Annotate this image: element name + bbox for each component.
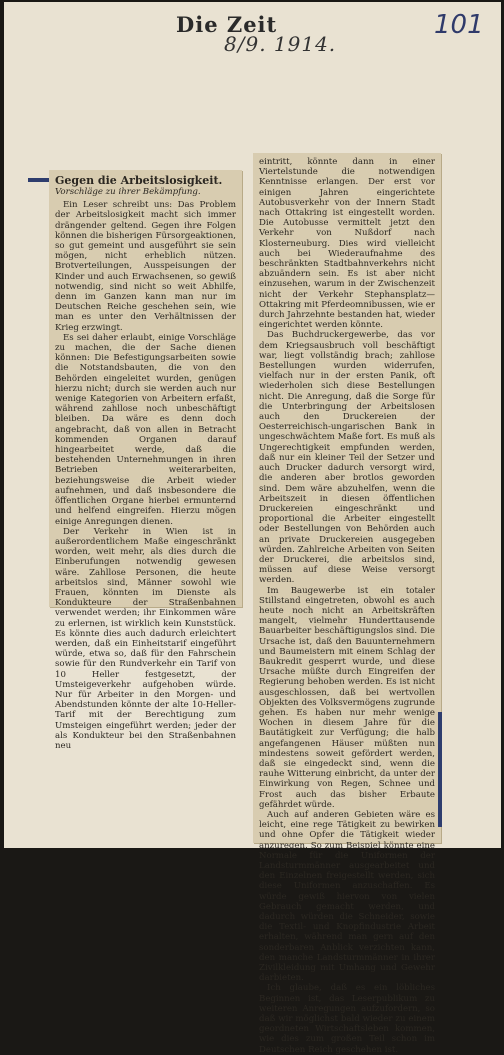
article-subtitle: Vorschläge zu ihrer Bekämpfung. (55, 187, 201, 197)
newspaper-masthead: Die Zeit (176, 12, 278, 37)
paragraph: Der Verkehr in Wien ist in außerordentlichem Maße eingeschränkt worden, weit mehr, als dies durch die Einberufungen notwendig gewesen wäre. Zahllose Personen, die heute arbeitslos sind, Männer sowohl wie Frauen, könnten im Dienste als Kondukteure der Straßenbahnen verwendet werden; ihr Einkommen wäre zu erlernen, ist wirklich kein Kunststück. Es könnte dies auch dadurch erleichtert werden, daß ein Einheitstarif eingeführt würde, etwa so, daß für den Fahrschein sowie für den Rundverkehr ein Tarif von 10 Heller festgesetzt, der Umsteigeverkehr aufgehoben würde. Nur für Arbeiter in den Morgen- und Abendstunden könnte der alte 10-Heller-Tarif mit der Berechtigung zum Umsteigen eingeführt werden; jeder der als Kondukteur bei den Straßenbahnen neu (55, 526, 236, 751)
archive-number: 101 (434, 10, 484, 40)
pencil-mark-margin (438, 712, 442, 827)
clipping-column-1 (49, 170, 242, 751)
paragraph: Es sei daher erlaubt, einige Vorschläge zu machen, die der Sache dienen können: Die Befestigungsarbeiten sowie die Notstandsbauten, die von den Behörden eingeleitet wurden, genügen hierzu nicht; durch sie werden auch nur wenige Kategorien von Arbeitern erfaßt, während zahllose noch unbeschäftigt bleiben. Da wäre es denn doch angebracht, daß von allen in Betracht kommenden Organen darauf hingearbeitet werde, daß die bestehenden Unternehmungen in ihren Betrieben weiterarbeiten, beziehungsweise die Arbeit wieder aufnehmen, und daß insbesondere die öffentlichen Organe hierbei ermunternd und helfend eingreifen. Hierzu mögen einige Anregungen dienen. (55, 332, 236, 527)
paragraph: Ich glaube, daß es ein löbliches Beginnen ist, das Leserpublikum zu weiteren Anregungen aufzufordern, so daß wir möglichst bald wieder zu einem geordneten Wirtschaftsleben kommen, wie dies zum großen Teil schon im Deutschen Reich geschehen ist. (259, 983, 435, 1055)
article-title: Gegen die Arbeitslosigkeit. (55, 174, 223, 187)
paragraph: Ein Leser schreibt uns: Das Problem der Arbeitslosigkeit macht sich immer drängender geltend. Gegen ihre Folgen können die bisherigen Fürsorgeaktionen, so gut gemeint und ausgeführt sie sein mögen, nicht erheblich nützen. Brotverteilungen, Ausspeisungen der Kinder und auch Erwachsenen, so gewiß notwendig, sind nicht so weit Abhilfe, denn im Ganzen kann man nur im Deutschen Reiche geschehen sein, wie man es unter den Verhältnissen der Krieg erzwingt. (55, 200, 236, 333)
paragraph: Das Buchdruckergewerbe, das vor dem Kriegsausbruch voll beschäftigt war, liegt vollständig brach; zahllose Bestellungen wurden widerrufen, vielfach nur in der ersten Panik, oft wiederholen sich diese Bestellungen nicht. Die Anregung, daß die Sorge für die Unterbringung der Arbeitslosen auch den Druckereien der Oesterreichisch-ungarischen Bank in ungeschwächtem Maße fort. Es muß als Ungerechtigkeit empfunden werden, daß nur ein kleiner Teil der Setzer und auch Drucker dadurch versorgt wird, die anderen aber brotlos geworden sind. Dem wäre abzuhelfen, wenn die Arbeitszeit in diesen öffentlichen Druckereien eingeschränkt und proportional die Arbeiter eingestellt oder Bestellungen von Behörden auch an private Druckereien ausgegeben würden. Zahlreiche Arbeiten von Seiten der Druckerei, die arbeitslos sind, müssen auf diese Weise versorgt werden. (259, 330, 435, 586)
paragraph: Im Baugewerbe ist ein totaler Stillstand eingetreten, obwohl es auch heute noch nicht an Arbeitskräften mangelt, vielmehr Hunderttausende Bauarbeiter beschäftigungslos sind. Die Ursache ist, daß den Bauunternehmern und Baumeistern mit einem Schlag der Baukredit gesperrt wurde, und diese Ursache müßte durch Eingreifen der Regierung behoben werden. Es ist nicht ausgeschlossen, daß bei wertvollen Objekten des Volksvermögens zugrunde gehen. Es haben nur mehr wenige Wochen in diesem Jahre für die Bautätigkeit zur Verfügung; die halb angefangenen Häuser müßten nun mindestens soweit gefördert werden, daß sie eingedeckt sind, wenn die rauhe Witterung einbricht, da unter der Einwirkung von Regen, Schnee und Frost auch das bisher Erbaute gefährdet würde. (259, 585, 435, 810)
paragraph: Auch auf anderen Gebieten wäre es leicht, eine rege Tätigkeit zu bewirken und ohne Opfer die Tätigkeit wieder anzuregen. So zum Beispiel könnte eine Normale für die Uniformen der Landsturmmänner ausgearbeitet und den Einzelnen freigestellt werden, sich diese Uniformen anzuschaffen. Es würde gewiß hiervon von vielen Gebrauch gemacht werden, und dadurch würden die Schneider, sowie die Textil- und Knopfindustrie Arbeit erhalten, während man gern auf den sonderbaren Anblick verzichten kann, den manche Landsturmmänner in ihrer Zivilkleidung mit Umhang und Gewehr darbieten. (259, 810, 435, 984)
handwritten-date: 8/9. 1914. (224, 32, 337, 56)
paragraph: eintritt, könnte dann in einer Viertelstunde die notwendigen Kenntnisse erlangen. Der erst vor einigen Jahren eingerichtete Autobusverkehr von der Innern Stadt nach Ottakring ist eingestellt worden. Die Autobusse vermittelt jetzt den Verkehr von Nußdorf nach Klosterneuburg. Dies wird vielleicht auch bei Wiederaufnahme des beschränkten Stadtbahnverkehrs nicht abzuändern sein. Es ist aber nicht einzusehen, warum in der Zwischenzeit nicht der Verkehr Stephansplatz—Ottakring mit Pferdeomnibussen, wie er durch Jahrzehnte bestanden hat, wieder eingerichtet werden könnte. (259, 157, 435, 331)
clipping-column-2 (253, 153, 441, 1055)
